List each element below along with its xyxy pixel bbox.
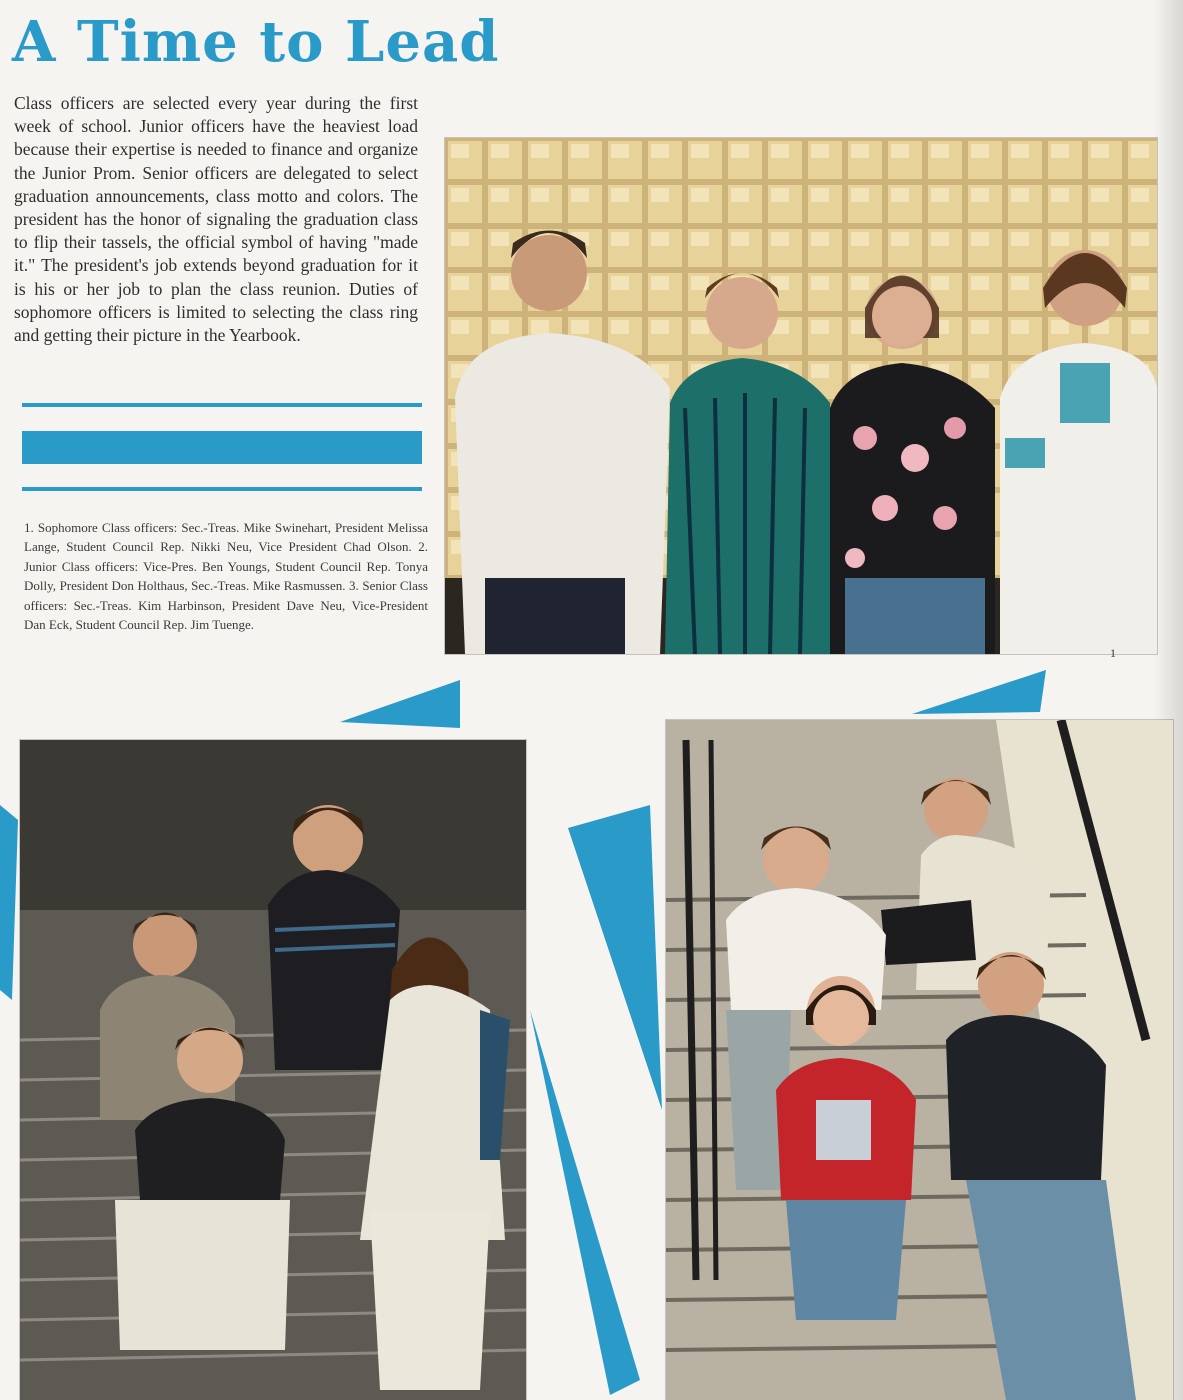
triangle-right-top bbox=[912, 670, 1046, 714]
photo-junior-officers bbox=[20, 740, 526, 1400]
triangle-middle-upper bbox=[568, 805, 662, 1110]
photo-senior-officers bbox=[666, 720, 1173, 1400]
photo-caption: 1. Sophomore Class officers: Sec.-Treas. Mike Swinehart, President Melissa Lange, Student Council Rep. Nikki Neu, Vice President Chad Olson. 2. Junior Class officers: Vice-Pres. Ben Youngs, Student Council Rep. Tonya Dolly, President Don Holthaus, Sec.-Treas. Mike Rasmussen. 3. Senior Class officers: Sec.-Treas. Kim Harbinson, President Dave Neu, Vice-President Dan Eck, Student Council Rep. Jim Tuenge. bbox=[24, 520, 428, 633]
triangle-left-top bbox=[340, 680, 460, 728]
photo-number-1: 1 bbox=[1110, 646, 1116, 660]
triangle-left-edge bbox=[0, 805, 18, 1000]
photo-sophomore-officers bbox=[445, 138, 1157, 654]
intro-paragraph: Class officers are selected every year during the first week of school. Junior officers have the heaviest load because their expertise is needed to finance and organize the Junior Prom. Senior officers are delegated to select graduation announcements, class motto and colors. The president has the honor of signaling the graduation class to flip their tassels, the official symbol of having "made it." The president's job extends beyond graduation for it is his or her job to plan the class reunion. Duties of sophomore officers is limited to selecting the class ring and getting their picture in the Yearbook. bbox=[14, 93, 418, 346]
page-title: A Time to Lead bbox=[12, 9, 500, 75]
triangle-middle-lower bbox=[530, 1010, 640, 1395]
